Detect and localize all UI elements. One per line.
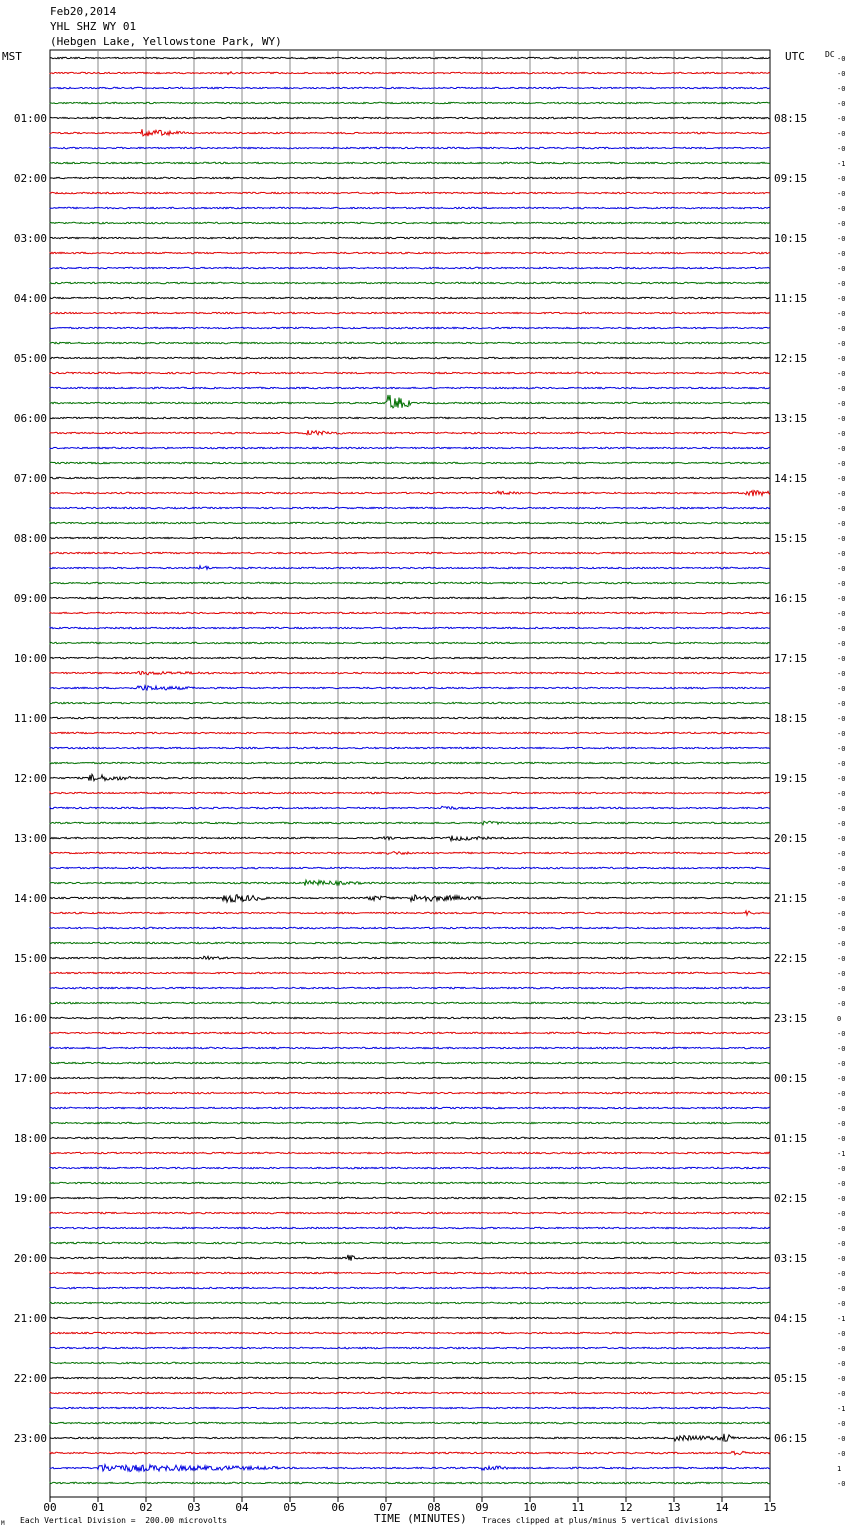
dc-offset-value: -0: [837, 640, 846, 648]
x-tick-label: 10: [523, 1501, 537, 1514]
dc-offset-value: -0: [837, 115, 846, 123]
trace-row: [50, 1347, 770, 1348]
station-location: (Hebgen Lake, Yellowstone Park, WY): [50, 35, 282, 48]
trace-row: [50, 207, 770, 208]
dc-offset-value: -0: [837, 85, 846, 93]
trace-row: [50, 1362, 770, 1363]
trace-row: [50, 702, 770, 703]
dc-offset-value: -0: [837, 1390, 846, 1398]
mst-hour-label: 02:00: [13, 172, 47, 185]
dc-offset-value: -0: [837, 430, 846, 438]
dc-offset-value: -0: [837, 1165, 846, 1173]
dc-offset-value: -0: [837, 565, 846, 573]
trace-row: [50, 252, 770, 253]
mst-hour-label: 15:00: [13, 952, 47, 965]
utc-hour-label: 21:15: [774, 892, 808, 905]
dc-offset-value: -0: [837, 265, 846, 273]
dc-offset-value: -0: [837, 580, 846, 588]
mst-hour-label: 22:00: [13, 1372, 47, 1385]
trace-row: [50, 657, 770, 658]
trace-row: [50, 597, 770, 598]
utc-hour-label: 08:15: [774, 112, 808, 125]
dc-offset-value: -0: [837, 400, 846, 408]
mst-hour-label: 12:00: [13, 772, 47, 785]
utc-hour-label: 13:15: [774, 412, 808, 425]
trace-row: [50, 177, 770, 178]
trace-row: [50, 1377, 770, 1378]
dc-offset-value: -0: [837, 985, 846, 993]
dc-offset-value: -0: [837, 460, 846, 468]
mst-hour-label: 13:00: [13, 832, 47, 845]
utc-hour-label: 10:15: [774, 232, 808, 245]
plot-frame: [50, 50, 770, 1497]
dc-offset-value: -0: [837, 610, 846, 618]
trace-row: [50, 732, 770, 733]
dc-offset-value: -0: [837, 70, 846, 78]
trace-row: [50, 537, 770, 538]
trace-row: [50, 927, 770, 928]
trace-row: [50, 129, 770, 136]
dc-offset-value: -0: [837, 145, 846, 153]
trace-row: [50, 1242, 770, 1243]
dc-offset-value: -0: [837, 1420, 846, 1428]
trace-row: [50, 522, 770, 523]
dc-offset-value: -0: [837, 175, 846, 183]
mst-hour-label: 23:00: [13, 1432, 47, 1445]
trace-row: [50, 1167, 770, 1168]
dc-offset-value: -0: [837, 685, 846, 693]
utc-hour-label: 04:15: [774, 1312, 808, 1325]
dc-offset-value: -0: [837, 415, 846, 423]
dc-offset-value: -0: [837, 1105, 846, 1113]
dc-offset-value: -0: [837, 235, 846, 243]
utc-hour-label: 18:15: [774, 712, 808, 725]
dc-offset-value: -0: [837, 1090, 846, 1098]
trace-row: [50, 491, 770, 497]
trace-row: [50, 987, 770, 988]
trace-row: [50, 566, 770, 570]
trace-row: [50, 671, 770, 674]
dc-offset-value: -0: [837, 475, 846, 483]
dc-offset-value: -0: [837, 1195, 846, 1203]
trace-row: [50, 447, 770, 448]
utc-hour-label: 23:15: [774, 1012, 808, 1025]
trace-row: [50, 282, 770, 283]
mst-hour-label: 06:00: [13, 412, 47, 425]
mst-hour-label: 14:00: [13, 892, 47, 905]
trace-row: [50, 357, 770, 358]
mst-hour-label: 16:00: [13, 1012, 47, 1025]
utc-hour-label: 05:15: [774, 1372, 808, 1385]
dc-offset-value: -0: [837, 655, 846, 663]
mst-hour-label: 20:00: [13, 1252, 47, 1265]
dc-offset-value: -0: [837, 1240, 846, 1248]
mst-hour-label: 03:00: [13, 232, 47, 245]
dc-offset-value: -0: [837, 880, 846, 888]
trace-row: [50, 1062, 770, 1063]
dc-offset-value: -0: [837, 1480, 846, 1488]
trace-row: [50, 395, 770, 408]
trace-row: [50, 72, 770, 75]
dc-offset-value: -0: [837, 595, 846, 603]
dc-offset-value: -0: [837, 505, 846, 513]
left-timezone-label: MST: [2, 50, 22, 63]
trace-row: [50, 1287, 770, 1288]
dc-offset-value: 0: [837, 1015, 842, 1023]
utc-hour-label: 11:15: [774, 292, 808, 305]
mst-hour-label: 19:00: [13, 1192, 47, 1205]
dc-offset-value: -0: [837, 1345, 846, 1353]
trace-row: [50, 806, 770, 809]
mst-hour-label: 07:00: [13, 472, 47, 485]
trace-row: [50, 222, 770, 223]
trace-row: [50, 612, 770, 613]
dc-offset-value: -0: [837, 850, 846, 858]
trace-row: [50, 57, 770, 58]
dc-offset-value: -0: [837, 625, 846, 633]
trace-row: [50, 1302, 770, 1303]
dc-offset-value: -0: [837, 1300, 846, 1308]
dc-offset-value: -0: [837, 715, 846, 723]
dc-offset-value: -0: [837, 355, 846, 363]
x-tick-label: 13: [667, 1501, 681, 1514]
trace-row: [50, 956, 770, 959]
dc-offset-value: -0: [837, 445, 846, 453]
trace-row: [50, 430, 770, 435]
trace-row: [50, 1434, 770, 1441]
utc-hour-label: 15:15: [774, 532, 808, 545]
dc-offset-value: -0: [837, 1435, 846, 1443]
trace-row: [50, 102, 770, 103]
utc-hour-label: 17:15: [774, 652, 808, 665]
dc-offset-value: -0: [837, 550, 846, 558]
dc-offset-value: -0: [837, 340, 846, 348]
dc-offset-value: -0: [837, 325, 846, 333]
dc-offset-value: -0: [837, 940, 846, 948]
mst-hour-label: 04:00: [13, 292, 47, 305]
trace-row: [50, 642, 770, 643]
mst-hour-label: 17:00: [13, 1072, 47, 1085]
trace-row: [50, 477, 770, 478]
x-tick-label: 00: [43, 1501, 57, 1514]
dc-offset-value: -0: [837, 1075, 846, 1083]
trace-row: [50, 911, 770, 915]
dc-offset-value: -0: [837, 1255, 846, 1263]
dc-offset-value: -0: [837, 670, 846, 678]
utc-hour-label: 09:15: [774, 172, 808, 185]
dc-offset-value: -0: [837, 310, 846, 318]
record-date: Feb20,2014: [50, 5, 117, 18]
dc-offset-value: -0: [837, 1360, 846, 1368]
dc-offset-value: -0: [837, 250, 846, 258]
mst-hour-label: 09:00: [13, 592, 47, 605]
trace-row: [50, 1047, 770, 1048]
trace-row: [50, 1392, 770, 1393]
trace-row: [50, 462, 770, 463]
dc-offset-value: -0: [837, 370, 846, 378]
dc-offset-value: -0: [837, 55, 846, 63]
trace-row: [50, 774, 770, 780]
trace-row: [50, 1317, 770, 1318]
vertical-scale-note: Each Vertical Division = 200.00 microvolts: [20, 1516, 228, 1525]
dc-offset-value: -0: [837, 1285, 846, 1293]
dc-offset-value: -1: [837, 1315, 846, 1323]
trace-row: [50, 942, 770, 943]
trace-row: [50, 312, 770, 313]
trace-row: [50, 1451, 770, 1454]
dc-offset-value: -0: [837, 1180, 846, 1188]
dc-offset-value: -0: [837, 1030, 846, 1038]
trace-row: [50, 1407, 770, 1408]
utc-hour-label: 01:15: [774, 1132, 808, 1145]
dc-offset-value: -0: [837, 700, 846, 708]
dc-offset-value: -0: [837, 535, 846, 543]
dc-offset-value: -0: [837, 385, 846, 393]
x-tick-label: 05: [283, 1501, 297, 1514]
trace-row: [50, 1152, 770, 1153]
station-code: YHL SHZ WY 01: [50, 20, 137, 33]
trace-row: [50, 267, 770, 268]
utc-hour-label: 20:15: [774, 832, 808, 845]
trace-row: [50, 1182, 770, 1183]
dc-offset-value: -0: [837, 760, 846, 768]
x-tick-label: 06: [331, 1501, 345, 1514]
trace-row: [50, 1122, 770, 1123]
corner-mark: M: [1, 1520, 5, 1527]
trace-row: [50, 627, 770, 628]
dc-offset-value: -0: [837, 1060, 846, 1068]
dc-offset-value: -0: [837, 775, 846, 783]
x-tick-label: 04: [235, 1501, 249, 1514]
utc-hour-label: 19:15: [774, 772, 808, 785]
x-tick-label: 02: [139, 1501, 153, 1514]
mst-hour-label: 05:00: [13, 352, 47, 365]
mst-hour-label: 10:00: [13, 652, 47, 665]
trace-row: [50, 686, 770, 690]
trace-row: [50, 1002, 770, 1003]
trace-row: [50, 792, 770, 793]
trace-row: [50, 1332, 770, 1333]
trace-row: [50, 117, 770, 118]
trace-row: [50, 1422, 770, 1423]
dc-offset-value: -0: [837, 865, 846, 873]
trace-row: [50, 87, 770, 88]
x-tick-label: 15: [763, 1501, 777, 1514]
trace-row: [50, 1227, 770, 1228]
dc-offset-value: -1: [837, 160, 846, 168]
right-timezone-label: UTC: [785, 50, 805, 63]
trace-row: [50, 821, 770, 825]
dc-offset-value: -0: [837, 745, 846, 753]
trace-row: [50, 1482, 770, 1483]
dc-offset-value: -0: [837, 280, 846, 288]
trace-row: [50, 867, 770, 868]
trace-row: [50, 747, 770, 748]
dc-offset-value: -0: [837, 895, 846, 903]
dc-offset-value: -0: [837, 1450, 846, 1458]
dc-offset-value: -0: [837, 520, 846, 528]
trace-row: [50, 582, 770, 583]
trace-row: [50, 1137, 770, 1138]
trace-row: [50, 852, 770, 855]
utc-hour-label: 12:15: [774, 352, 808, 365]
utc-hour-label: 16:15: [774, 592, 808, 605]
trace-row: [50, 717, 770, 718]
x-tick-label: 14: [715, 1501, 729, 1514]
dc-offset-value: -0: [837, 955, 846, 963]
dc-offset-value: -0: [837, 1210, 846, 1218]
dc-offset-value: -0: [837, 100, 846, 108]
trace-row: [50, 1077, 770, 1078]
mst-hour-label: 01:00: [13, 112, 47, 125]
dc-offset-value: -0: [837, 1330, 846, 1338]
dc-offset-value: -0: [837, 1120, 846, 1128]
dc-offset-value: -0: [837, 295, 846, 303]
trace-row: [50, 762, 770, 763]
x-tick-label: 01: [91, 1501, 105, 1514]
trace-row: [50, 147, 770, 148]
utc-hour-label: 06:15: [774, 1432, 808, 1445]
trace-row: [50, 372, 770, 373]
dc-offset-value: -0: [837, 730, 846, 738]
trace-row: [50, 507, 770, 508]
trace-row: [50, 1212, 770, 1213]
dc-offset-value: -0: [837, 130, 846, 138]
dc-offset-value: -0: [837, 1270, 846, 1278]
dc-offset-value: -0: [837, 1045, 846, 1053]
trace-row: [50, 1017, 770, 1018]
trace-row: [50, 237, 770, 238]
dc-offset-value: -0: [837, 220, 846, 228]
dc-offset-value: -0: [837, 1225, 846, 1233]
trace-row: [50, 1032, 770, 1033]
dc-offset-value: -0: [837, 925, 846, 933]
trace-row: [50, 1197, 770, 1198]
dc-offset-value: -0: [837, 790, 846, 798]
dc-offset-value: -0: [837, 1135, 846, 1143]
trace-row: [50, 387, 770, 388]
clipping-note: Traces clipped at plus/minus 5 vertical divisions: [482, 1516, 719, 1525]
x-axis-title: TIME (MINUTES): [374, 1512, 467, 1525]
x-tick-label: 09: [475, 1501, 489, 1514]
utc-hour-label: 00:15: [774, 1072, 808, 1085]
dc-offset-value: -0: [837, 1000, 846, 1008]
dc-offset-value: -0: [837, 970, 846, 978]
trace-row: [50, 836, 770, 841]
trace-row: [50, 297, 770, 298]
dc-offset-header: DC: [825, 50, 835, 59]
trace-row: [50, 192, 770, 193]
dc-offset-value: -0: [837, 1375, 846, 1383]
utc-hour-label: 22:15: [774, 952, 808, 965]
x-tick-label: 07: [379, 1501, 393, 1514]
dc-offset-value: 1: [837, 1465, 842, 1473]
mst-hour-label: 21:00: [13, 1312, 47, 1325]
utc-hour-label: 02:15: [774, 1192, 808, 1205]
trace-row: [50, 327, 770, 328]
utc-hour-label: 03:15: [774, 1252, 808, 1265]
trace-row: [50, 895, 770, 903]
trace-row: [50, 1272, 770, 1273]
trace-row: [50, 552, 770, 553]
trace-row: [50, 1107, 770, 1108]
trace-row: [50, 1465, 770, 1472]
dc-offset-value: -1: [837, 1150, 846, 1158]
dc-offset-value: -0: [837, 205, 846, 213]
dc-offset-value: -0: [837, 190, 846, 198]
x-tick-label: 11: [571, 1501, 585, 1514]
trace-row: [50, 1255, 770, 1261]
trace-row: [50, 162, 770, 163]
dc-offset-value: -0: [837, 820, 846, 828]
dc-offset-value: -0: [837, 910, 846, 918]
dc-offset-value: -1: [837, 1405, 846, 1413]
mst-hour-label: 08:00: [13, 532, 47, 545]
utc-hour-label: 14:15: [774, 472, 808, 485]
x-tick-label: 08: [427, 1501, 441, 1514]
trace-row: [50, 1092, 770, 1093]
x-tick-label: 12: [619, 1501, 633, 1514]
dc-offset-value: -0: [837, 805, 846, 813]
dc-offset-value: -0: [837, 835, 846, 843]
trace-row: [50, 972, 770, 973]
x-tick-label: 03: [187, 1501, 201, 1514]
trace-row: [50, 342, 770, 343]
dc-offset-value: -0: [837, 490, 846, 498]
trace-row: [50, 880, 770, 886]
trace-row: [50, 417, 770, 418]
mst-hour-label: 18:00: [13, 1132, 47, 1145]
mst-hour-label: 11:00: [13, 712, 47, 725]
